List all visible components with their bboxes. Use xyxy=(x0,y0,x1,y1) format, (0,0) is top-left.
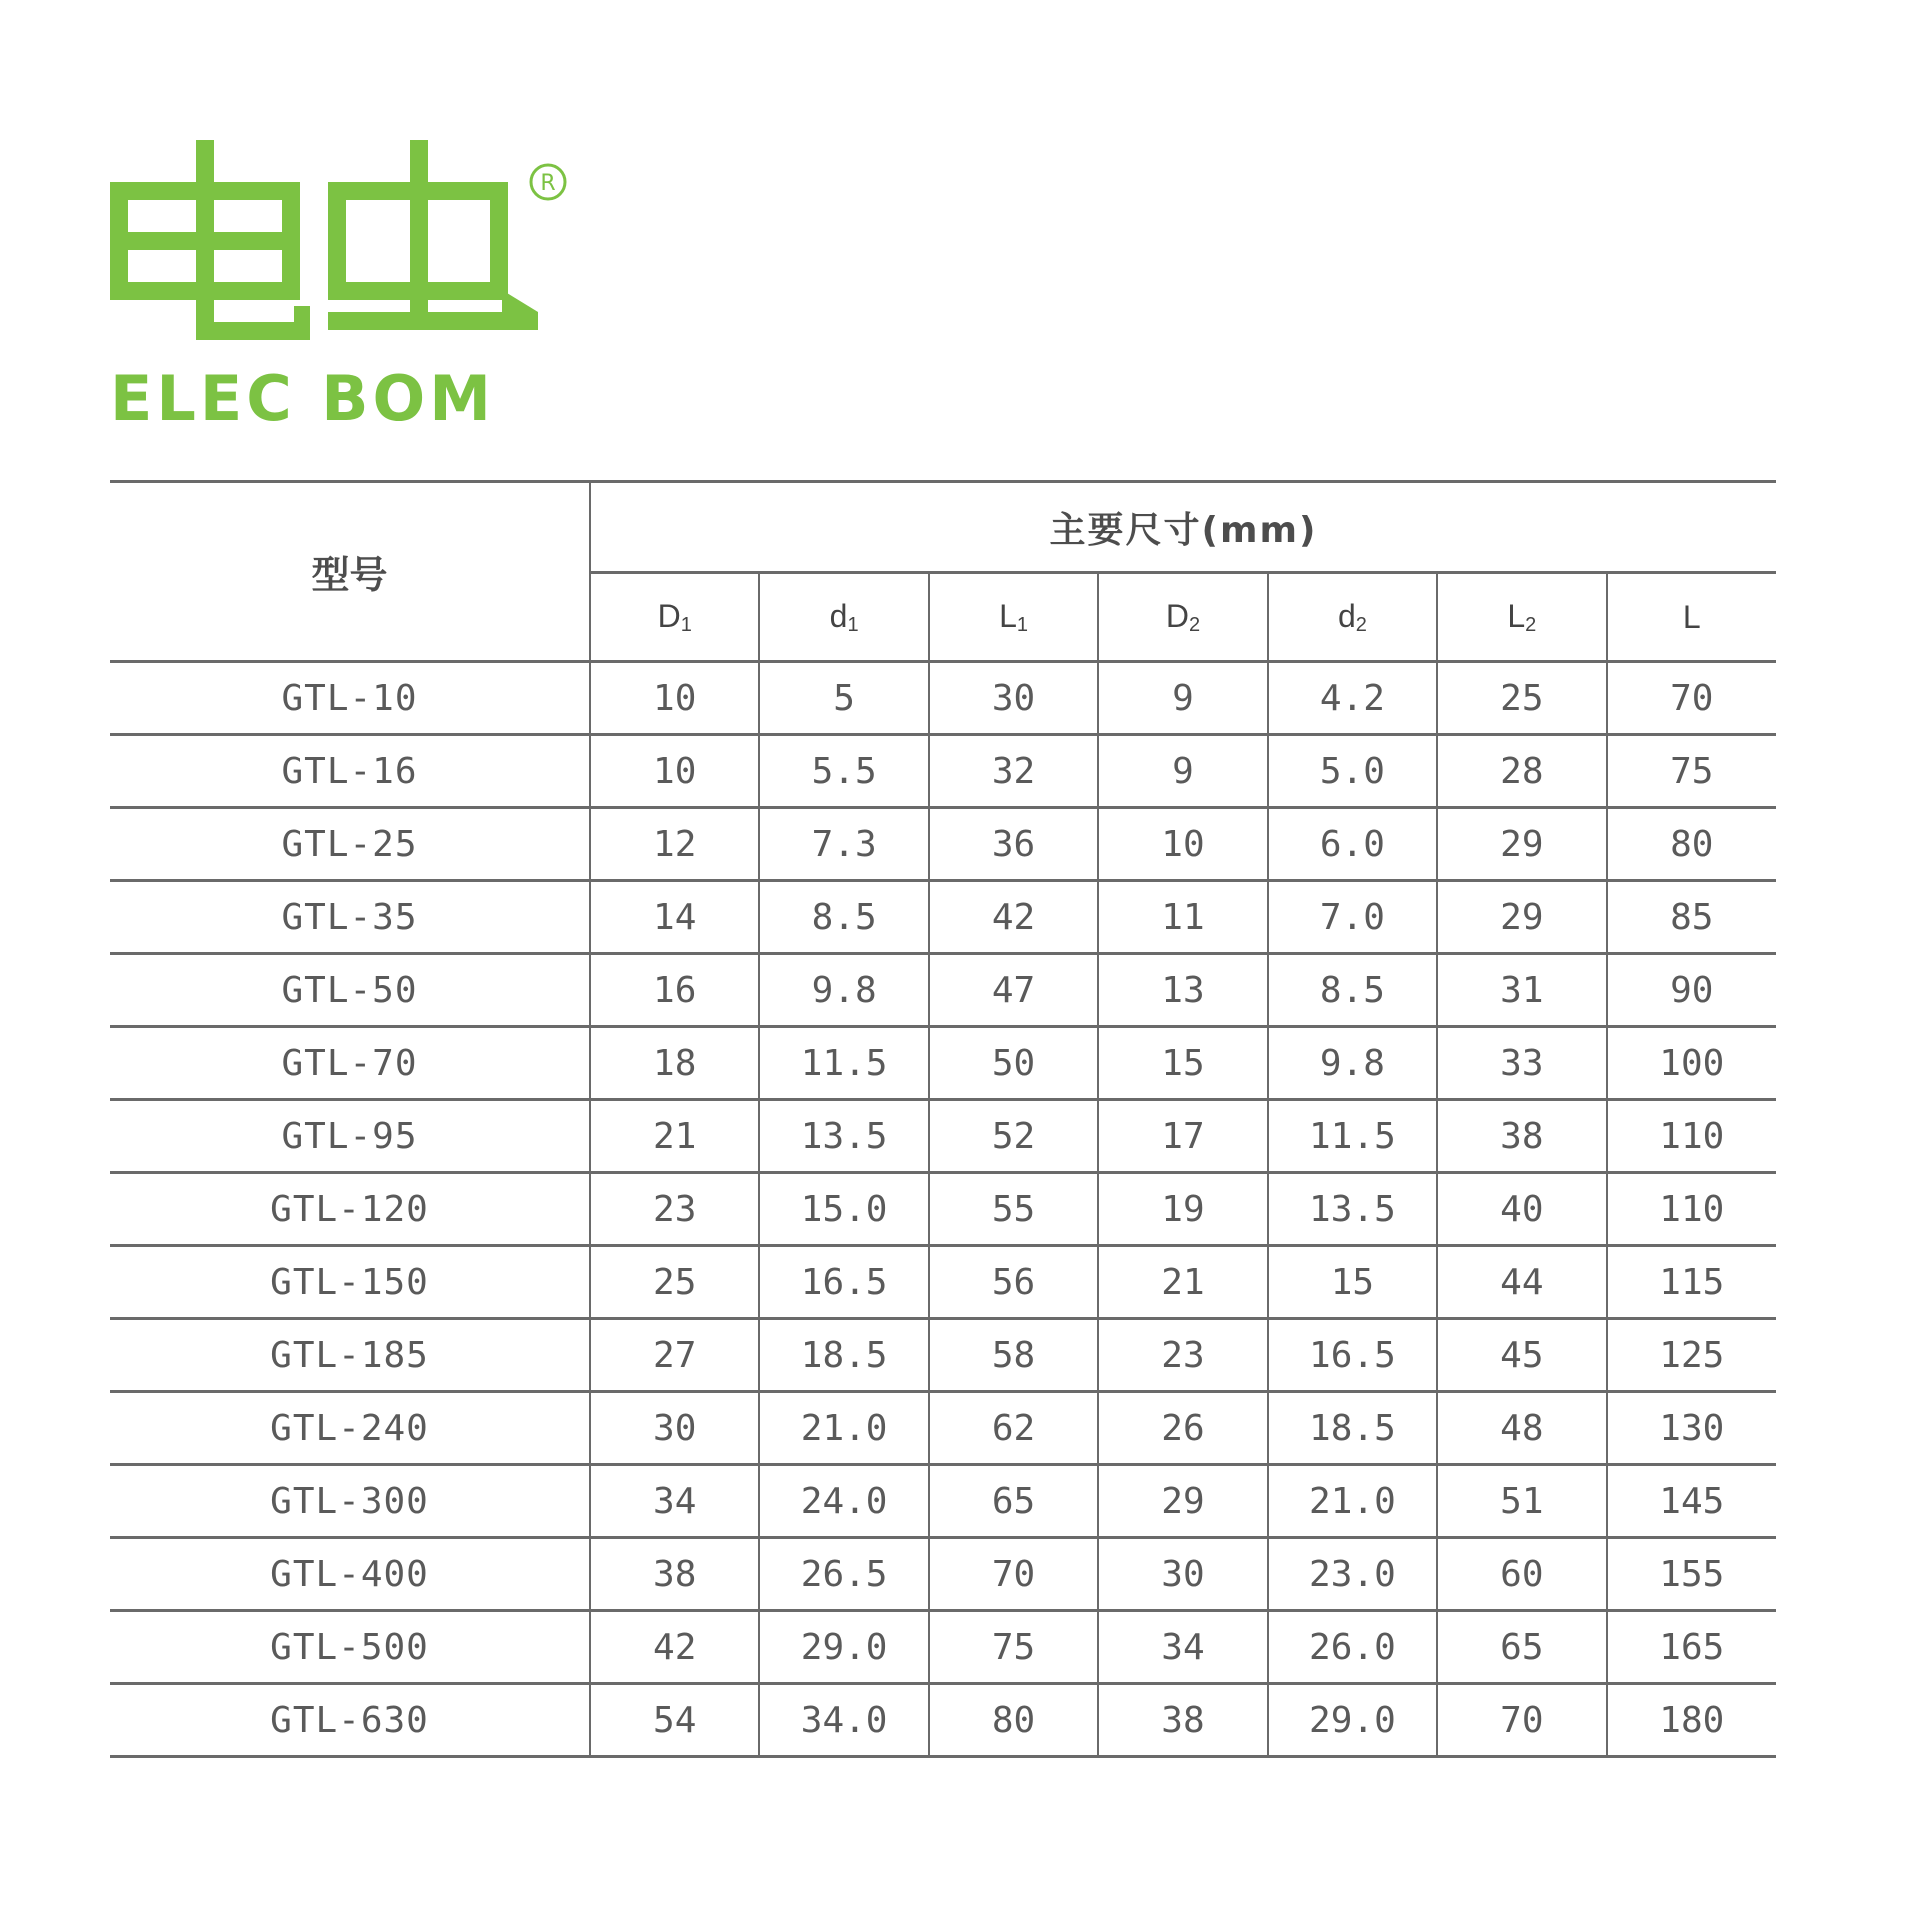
dimension-value-cell: 7.0 xyxy=(1268,881,1437,954)
dimension-value-cell: 9 xyxy=(1098,662,1267,735)
dimension-header-symbol: d xyxy=(829,597,848,634)
table-row xyxy=(110,1538,1776,1611)
dimension-value-cell: 65 xyxy=(929,1465,1098,1538)
model-cell: GTL-16 xyxy=(110,735,590,808)
model-cell: GTL-630 xyxy=(110,1684,590,1757)
dimension-value-cell: 42 xyxy=(590,1611,759,1684)
dimension-value-cell: 44 xyxy=(1437,1246,1606,1319)
dimension-value-cell: 36 xyxy=(929,808,1098,881)
dimension-value-cell: 24.0 xyxy=(759,1465,928,1538)
dimension-value-cell: 155 xyxy=(1607,1538,1777,1611)
dimension-value-cell: 65 xyxy=(1437,1611,1606,1684)
dimension-value-cell: 52 xyxy=(929,1100,1098,1173)
dimension-value-cell: 23.0 xyxy=(1268,1538,1437,1611)
table-row xyxy=(110,1684,1776,1757)
dimension-value-cell: 12 xyxy=(590,808,759,881)
dimension-value-cell: 70 xyxy=(1437,1684,1606,1757)
dimension-header-d2 xyxy=(1098,573,1267,662)
dimension-value-cell: 5.5 xyxy=(759,735,928,808)
dimension-value-cell: 60 xyxy=(1437,1538,1606,1611)
dimension-header-d1 xyxy=(590,573,759,662)
dimension-value-cell: 26.5 xyxy=(759,1538,928,1611)
dimension-value-cell: 29 xyxy=(1098,1465,1267,1538)
table-row xyxy=(110,735,1776,808)
dimension-value-cell: 21.0 xyxy=(759,1392,928,1465)
dimension-value-cell: 55 xyxy=(929,1173,1098,1246)
dimension-value-cell: 25 xyxy=(590,1246,759,1319)
dimension-value-cell: 130 xyxy=(1607,1392,1777,1465)
dimension-value-cell: 7.3 xyxy=(759,808,928,881)
dimension-value-cell: 51 xyxy=(1437,1465,1606,1538)
dimension-value-cell: 11.5 xyxy=(759,1027,928,1100)
dimension-value-cell: 38 xyxy=(590,1538,759,1611)
dimension-header-subscript: 1 xyxy=(1016,613,1029,636)
model-cell: GTL-10 xyxy=(110,662,590,735)
dimension-value-cell: 110 xyxy=(1607,1100,1777,1173)
dimension-value-cell: 4.2 xyxy=(1268,662,1437,735)
table-row xyxy=(110,1319,1776,1392)
dimension-value-cell: 29.0 xyxy=(759,1611,928,1684)
dimension-value-cell: 42 xyxy=(929,881,1098,954)
dimension-value-cell: 18 xyxy=(590,1027,759,1100)
dimensions-group-header: 主要尺寸(mm) xyxy=(590,482,1776,573)
dimension-header-subscript: 2 xyxy=(1188,613,1201,636)
dimension-value-cell: 70 xyxy=(1607,662,1777,735)
dimension-value-cell: 90 xyxy=(1607,954,1777,1027)
dimension-header-symbol: d xyxy=(1337,597,1356,634)
dimension-value-cell: 145 xyxy=(1607,1465,1777,1538)
dimension-header-symbol: L xyxy=(1682,598,1701,635)
table-row xyxy=(110,1100,1776,1173)
table-row xyxy=(110,881,1776,954)
table-row xyxy=(110,662,1776,735)
dimension-value-cell: 165 xyxy=(1607,1611,1777,1684)
table-row xyxy=(110,1246,1776,1319)
table-body xyxy=(110,662,1776,1757)
model-column-header: 型号 xyxy=(110,482,590,662)
dimension-value-cell: 32 xyxy=(929,735,1098,808)
dimension-value-cell: 9.8 xyxy=(759,954,928,1027)
dimension-value-cell: 50 xyxy=(929,1027,1098,1100)
dimension-value-cell: 11 xyxy=(1098,881,1267,954)
dimension-value-cell: 48 xyxy=(1437,1392,1606,1465)
dimension-value-cell: 21 xyxy=(590,1100,759,1173)
dimension-value-cell: 38 xyxy=(1437,1100,1606,1173)
dimension-value-cell: 17 xyxy=(1098,1100,1267,1173)
dimension-header-symbol: D xyxy=(1165,597,1189,634)
svg-text:R: R xyxy=(540,171,556,196)
dimension-header-symbol: D xyxy=(657,597,681,634)
dimension-header-d1 xyxy=(759,573,928,662)
dimension-value-cell: 19 xyxy=(1098,1173,1267,1246)
dimension-header-l xyxy=(1607,573,1777,662)
dimension-value-cell: 29 xyxy=(1437,808,1606,881)
dimension-value-cell: 21.0 xyxy=(1268,1465,1437,1538)
dimension-value-cell: 115 xyxy=(1607,1246,1777,1319)
dimension-value-cell: 15.0 xyxy=(759,1173,928,1246)
table-row xyxy=(110,1392,1776,1465)
dimension-header-subscript: 1 xyxy=(680,613,692,636)
table-row xyxy=(110,808,1776,881)
dimension-value-cell: 75 xyxy=(929,1611,1098,1684)
dimension-value-cell: 62 xyxy=(929,1392,1098,1465)
brand-logo xyxy=(110,140,580,440)
dimension-value-cell: 34 xyxy=(1098,1611,1267,1684)
dimension-value-cell: 18.5 xyxy=(759,1319,928,1392)
dimension-value-cell: 30 xyxy=(929,662,1098,735)
dimension-value-cell: 16 xyxy=(590,954,759,1027)
dianchong-logo-icon xyxy=(110,140,550,365)
dimension-value-cell: 54 xyxy=(590,1684,759,1757)
model-cell: GTL-150 xyxy=(110,1246,590,1319)
dimension-value-cell: 16.5 xyxy=(1268,1319,1437,1392)
model-cell: GTL-25 xyxy=(110,808,590,881)
dimension-value-cell: 23 xyxy=(1098,1319,1267,1392)
table-row xyxy=(110,1465,1776,1538)
dimension-header-subscript: 2 xyxy=(1525,613,1537,636)
dimension-value-cell: 56 xyxy=(929,1246,1098,1319)
dimension-value-cell: 110 xyxy=(1607,1173,1777,1246)
dimension-value-cell: 80 xyxy=(1607,808,1777,881)
dimension-value-cell: 13 xyxy=(1098,954,1267,1027)
model-cell: GTL-185 xyxy=(110,1319,590,1392)
dimension-value-cell: 15 xyxy=(1268,1246,1437,1319)
dimension-value-cell: 13.5 xyxy=(1268,1173,1437,1246)
dimension-value-cell: 75 xyxy=(1607,735,1777,808)
dimension-value-cell: 40 xyxy=(1437,1173,1606,1246)
dimension-value-cell: 10 xyxy=(590,735,759,808)
model-cell: GTL-50 xyxy=(110,954,590,1027)
dimension-value-cell: 80 xyxy=(929,1684,1098,1757)
model-cell: GTL-300 xyxy=(110,1465,590,1538)
dimension-value-cell: 26.0 xyxy=(1268,1611,1437,1684)
dimension-value-cell: 28 xyxy=(1437,735,1606,808)
table-row xyxy=(110,1173,1776,1246)
dimension-value-cell: 9.8 xyxy=(1268,1027,1437,1100)
dimension-header-d2 xyxy=(1268,573,1437,662)
dimension-value-cell: 45 xyxy=(1437,1319,1606,1392)
dimension-value-cell: 58 xyxy=(929,1319,1098,1392)
model-cell: GTL-35 xyxy=(110,881,590,954)
dimension-value-cell: 47 xyxy=(929,954,1098,1027)
dimension-value-cell: 31 xyxy=(1437,954,1606,1027)
model-cell: GTL-400 xyxy=(110,1538,590,1611)
table-row xyxy=(110,1611,1776,1684)
model-cell: GTL-70 xyxy=(110,1027,590,1100)
dimension-value-cell: 34 xyxy=(590,1465,759,1538)
dimension-header-subscript: 2 xyxy=(1355,613,1367,636)
dimension-value-cell: 5 xyxy=(759,662,928,735)
dimension-header-l1 xyxy=(929,573,1098,662)
dimension-value-cell: 5.0 xyxy=(1268,735,1437,808)
dimension-value-cell: 10 xyxy=(590,662,759,735)
dimension-value-cell: 15 xyxy=(1098,1027,1267,1100)
dimension-value-cell: 85 xyxy=(1607,881,1777,954)
dimension-value-cell: 30 xyxy=(1098,1538,1267,1611)
dimension-value-cell: 33 xyxy=(1437,1027,1606,1100)
model-cell: GTL-120 xyxy=(110,1173,590,1246)
dimension-value-cell: 125 xyxy=(1607,1319,1777,1392)
dimension-header-symbol: L xyxy=(1507,597,1526,634)
dimension-value-cell: 25 xyxy=(1437,662,1606,735)
dimension-value-cell: 100 xyxy=(1607,1027,1777,1100)
dimension-value-cell: 29.0 xyxy=(1268,1684,1437,1757)
dimension-header-symbol: L xyxy=(999,597,1017,634)
dimension-value-cell: 10 xyxy=(1098,808,1267,881)
table-row xyxy=(110,954,1776,1027)
table-row xyxy=(110,1027,1776,1100)
dimension-value-cell: 26 xyxy=(1098,1392,1267,1465)
dimension-value-cell: 6.0 xyxy=(1268,808,1437,881)
dimension-value-cell: 23 xyxy=(590,1173,759,1246)
dimension-value-cell: 8.5 xyxy=(759,881,928,954)
dimension-value-cell: 21 xyxy=(1098,1246,1267,1319)
dimension-value-cell: 27 xyxy=(590,1319,759,1392)
model-cell: GTL-95 xyxy=(110,1100,590,1173)
dimension-value-cell: 9 xyxy=(1098,735,1267,808)
dimension-value-cell: 30 xyxy=(590,1392,759,1465)
dimension-value-cell: 13.5 xyxy=(759,1100,928,1173)
dimension-value-cell: 18.5 xyxy=(1268,1392,1437,1465)
model-cell: GTL-500 xyxy=(110,1611,590,1684)
dimension-value-cell: 8.5 xyxy=(1268,954,1437,1027)
dimension-value-cell: 14 xyxy=(590,881,759,954)
dimension-value-cell: 70 xyxy=(929,1538,1098,1611)
dimension-value-cell: 180 xyxy=(1607,1684,1777,1757)
logo-wordmark: ELEC BOM xyxy=(110,362,495,435)
dimension-value-cell: 29 xyxy=(1437,881,1606,954)
dimension-header-l2 xyxy=(1437,573,1606,662)
dimension-value-cell: 11.5 xyxy=(1268,1100,1437,1173)
dimension-header-subscript: 1 xyxy=(847,613,859,636)
dimension-value-cell: 38 xyxy=(1098,1684,1267,1757)
registered-trademark-icon xyxy=(528,162,568,202)
model-cell: GTL-240 xyxy=(110,1392,590,1465)
dimension-value-cell: 34.0 xyxy=(759,1684,928,1757)
dimension-value-cell: 16.5 xyxy=(759,1246,928,1319)
dimension-table xyxy=(110,480,1776,1758)
